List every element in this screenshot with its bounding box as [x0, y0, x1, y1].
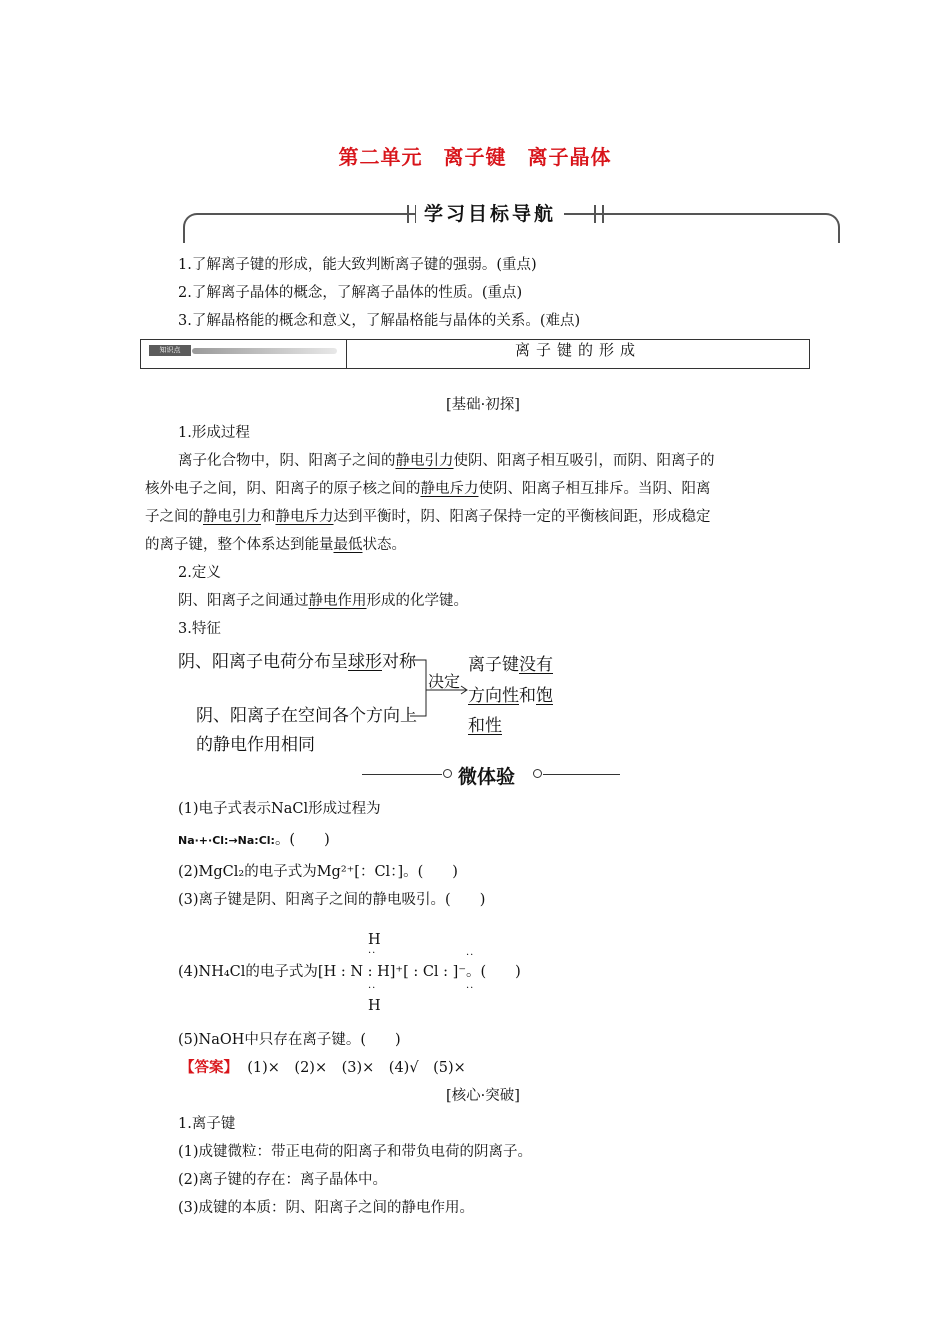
s1-line-4: 的离子键，整个体系达到能量最低状态。	[145, 537, 406, 553]
cl-dots-top: ··	[466, 950, 475, 961]
core-item-3: (3)成键的本质：阴、阳离子之间的静电作用。	[178, 1200, 475, 1216]
s3-heading: 3.特征	[178, 621, 221, 637]
feature-line-1: 阴、阳离子电荷分布呈球形对称	[178, 652, 416, 672]
goal-3: 3.了解晶格能的概念和意义，了解晶格能与晶体的关系。(难点)	[178, 313, 581, 329]
feature-line-3: 的静电作用相同	[196, 735, 315, 755]
s1-line-2: 核外电子之间，阴、阳离子的原子核之间的静电斥力使阴、阳离子相互排斥。当阴、阳离	[145, 481, 711, 497]
question-1: (1)电子式表示NaCl形成过程为	[178, 801, 381, 817]
basic-label: [基础·初探]	[446, 397, 520, 413]
nh4-h-top: H	[368, 932, 381, 948]
feature-result-1: 离子键没有	[468, 655, 553, 675]
nacl-formation-formula: Na·+·Cl:→Na:Cl:	[178, 834, 275, 847]
s1-heading: 1.形成过程	[178, 425, 250, 441]
cl-dots-bottom: ··	[466, 983, 475, 994]
core-item-2: (2)离子键的存在：离子晶体中。	[178, 1172, 388, 1188]
knowledge-point-title: 离子键的形成	[514, 341, 641, 359]
section-banner: 学习目标导航	[416, 199, 564, 226]
question-4: (4)NH₄Cl的电子式为[H : N : H]⁺[ : Cl : ]⁻。( )	[178, 964, 521, 980]
question-1-formula: Na·+·Cl:→Na:Cl:。( )	[178, 832, 330, 848]
answer-text: (1)× (2)× (3)× (4)√ (5)×	[247, 1060, 466, 1076]
core-item-1: (1)成键微粒：带正电荷的阳离子和带负电荷的阴离子。	[178, 1144, 533, 1160]
nh4cl-electron-formula: [H : N : H]⁺[ : Cl : ]⁻	[317, 964, 466, 980]
page-title: 第二单元 离子键 离子晶体	[338, 145, 612, 169]
micro-title: 微体验	[458, 766, 516, 788]
feature-result-3: 和性	[468, 716, 502, 736]
question-5: (5)NaOH中只存在离子键。( )	[178, 1032, 401, 1048]
nh4-dots-top: ··	[368, 948, 377, 959]
s2-text: 阴、阳离子之间通过静电作用形成的化学键。	[178, 593, 468, 609]
goal-1: 1.了解离子键的形成，能大致判断离子键的强弱。(重点)	[178, 257, 537, 273]
feature-result-2: 方向性和饱	[468, 686, 553, 706]
banner-right-ornament	[594, 205, 604, 223]
term-electrostatic-attraction: 静电引力	[395, 453, 454, 469]
s2-heading: 2.定义	[178, 565, 221, 581]
question-2: (2)MgCl₂的电子式为Mg²⁺[：Cl：]。( )	[178, 864, 458, 880]
micro-rule-left	[362, 774, 442, 775]
term-electrostatic-repulsion: 静电斥力	[420, 481, 479, 497]
answer-line	[180, 1058, 466, 1078]
knowledge-point-bar	[192, 348, 337, 354]
question-3: (3)离子键是阴、阳离子之间的静电吸引。( )	[178, 892, 486, 908]
s1-line-1: 离子化合物中，阴、阳离子之间的静电引力使阴、阳离子相互吸引，而阴、阳离子的	[178, 453, 715, 469]
term-lowest: 最低	[333, 537, 363, 553]
core-heading: 1.离子键	[178, 1116, 236, 1132]
micro-dot-left	[443, 769, 452, 778]
micro-dot-right	[533, 769, 542, 778]
goal-2: 2.了解离子晶体的概念，了解离子晶体的性质。(重点)	[178, 285, 523, 301]
nh4-h-bottom: H	[368, 998, 381, 1014]
core-label: [核心·突破]	[446, 1088, 520, 1104]
s1-line-3: 子之间的静电引力和静电斥力达到平衡时，阴、阳离子保持一定的平衡核间距，形成稳定	[145, 509, 711, 525]
knowledge-point-tag: 知识点	[149, 345, 191, 356]
micro-rule-right	[543, 774, 620, 775]
answer-label: 【答案】	[180, 1059, 238, 1076]
feature-line-2: 阴、阳离子在空间各个方向上	[196, 706, 417, 726]
arrow-label: 决定	[428, 672, 461, 691]
nh4-dots-bottom: ··	[368, 983, 377, 994]
